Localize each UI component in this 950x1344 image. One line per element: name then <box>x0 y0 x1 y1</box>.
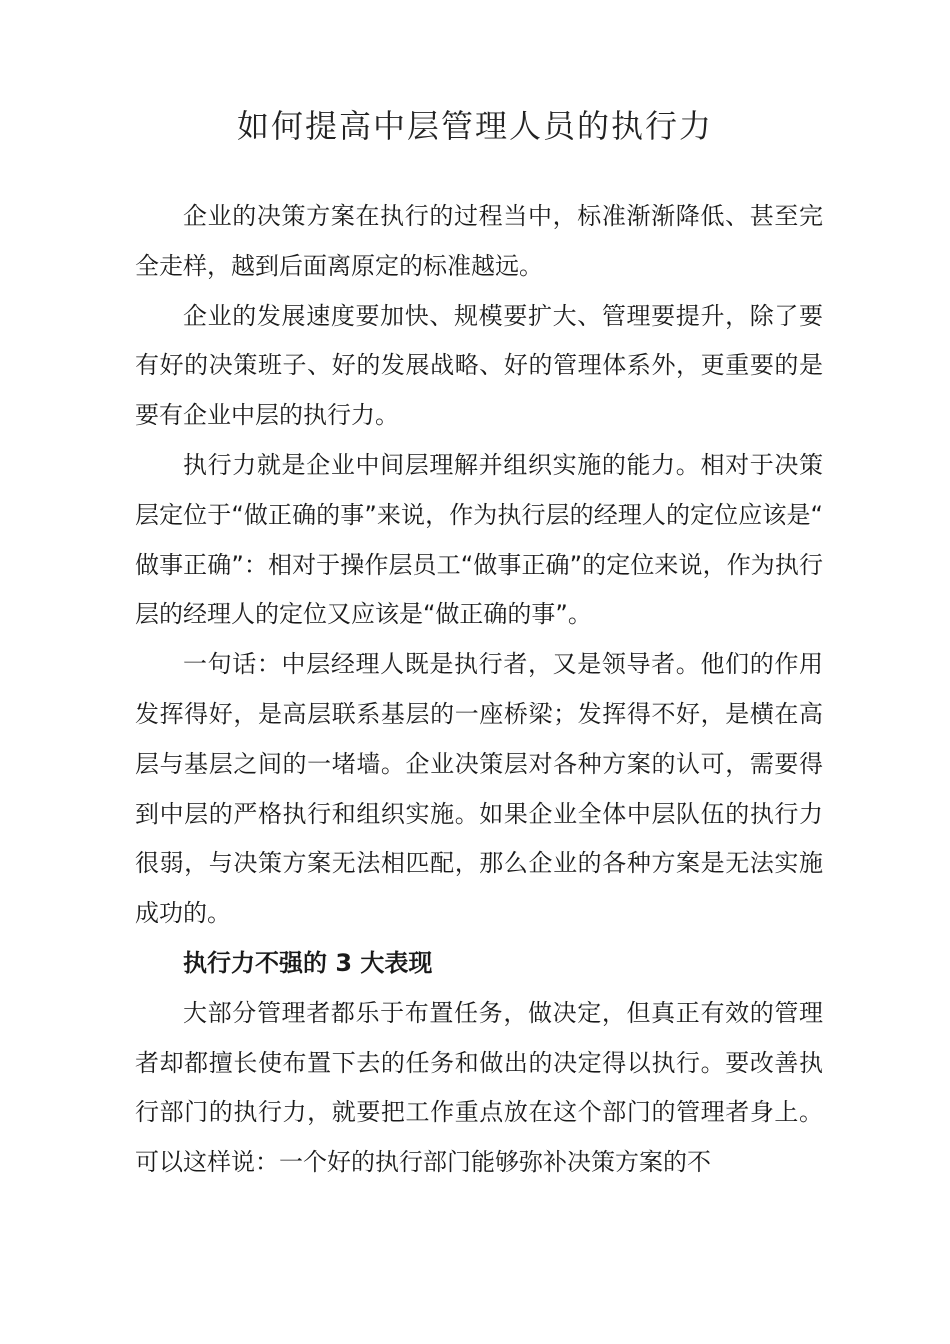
paragraph-3: 执行力就是企业中间层理解并组织实施的能力。相对于决策层定位于“做正确的事”来说，作为执行层的经理人的定位应该是“做事正确”：相对于操作层员工“做事正确”的定位来说，作为执行层的经理人的定位又应该是“做正确的事”。 <box>135 450 823 629</box>
document-body <box>135 192 823 1188</box>
section-heading: 执行力不强的 3 大表现 <box>183 948 433 977</box>
document-title: 如何提高中层管理人员的执行力 <box>236 107 713 145</box>
paragraph-1: 企业的决策方案在执行的过程当中，标准渐渐降低、甚至完全走样，越到后面离原定的标准越远。 <box>135 202 823 280</box>
paragraph-4: 一句话：中层经理人既是执行者，又是领导者。他们的作用发挥得好，是高层联系基层的一座桥梁；发挥得不好，是横在高层与基层之间的一堵墙。企业决策层对各种方案的认可，需要得到中层的严格执行和组织实施。如果企业全体中层队伍的执行力很弱，与决策方案无法相匹配，那么企业的各种方案是无法实施成功的。 <box>135 650 823 928</box>
paragraph-5: 大部分管理者都乐于布置任务，做决定，但真正有效的管理者却都擅长使布置下去的任务和做出的决定得以执行。要改善执行部门的执行力，就要把工作重点放在这个部门的管理者身上。可以这样说：一个好的执行部门能够弥补决策方案的不 <box>135 998 823 1177</box>
paragraph-2: 企业的发展速度要加快、规模要扩大、管理要提升，除了要有好的决策班子、好的发展战略、好的管理体系外，更重要的是要有企业中层的执行力。 <box>135 301 823 430</box>
